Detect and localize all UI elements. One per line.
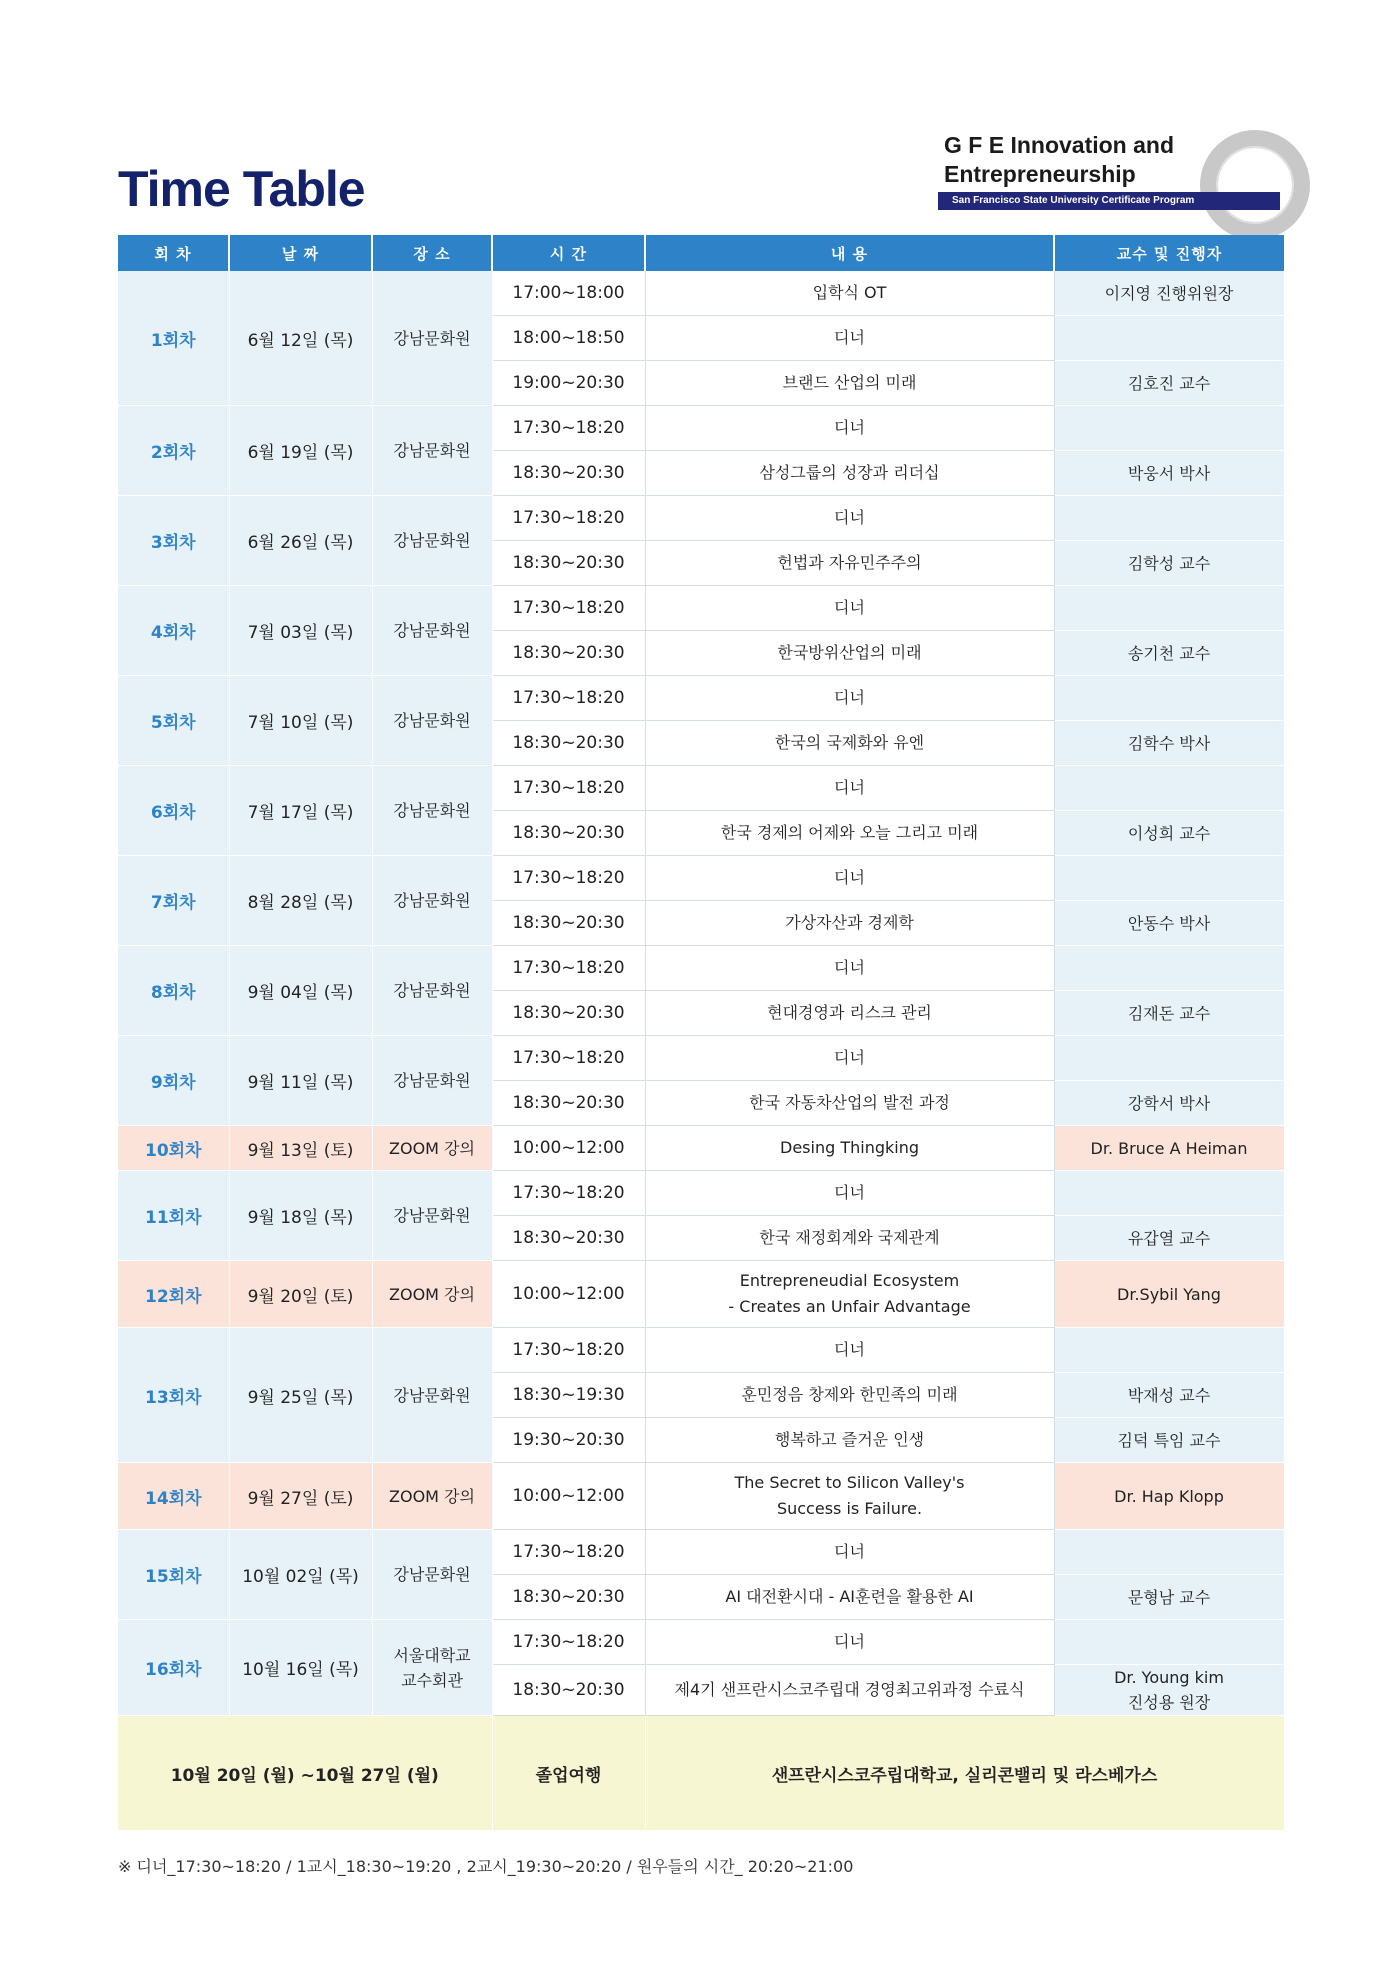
content-line: 한국의 국제화와 유엔 [774, 733, 925, 752]
session-content [645, 541, 1054, 586]
session-content [645, 901, 1054, 946]
place-line: ZOOM 강의 [389, 1138, 475, 1158]
session-time: 18:30~20:30 [492, 1575, 645, 1620]
session-place [372, 676, 492, 766]
session-content [645, 1620, 1054, 1665]
table-row [118, 1530, 1284, 1575]
session-place [372, 1530, 492, 1620]
session-time: 18:30~20:30 [492, 1081, 645, 1126]
header-place: 장 소 [372, 235, 492, 271]
professor-line: 이성희 교수 [1127, 823, 1211, 843]
content-line: 디너 [834, 1542, 865, 1561]
session-professor [1054, 901, 1284, 946]
session-time: 18:00~18:50 [492, 316, 645, 361]
session-professor [1054, 586, 1284, 631]
graduation-label: 졸업여행 [492, 1716, 645, 1831]
content-line: 디너 [834, 868, 865, 887]
brand-title-line2: Entrepreneurship [944, 161, 1136, 187]
session-place [372, 856, 492, 946]
session-place [372, 1261, 492, 1328]
professor-line: 김재돈 교수 [1127, 1003, 1211, 1023]
professor-line: 유갑열 교수 [1127, 1228, 1211, 1248]
table-row [118, 1126, 1284, 1171]
header-time: 시 간 [492, 235, 645, 271]
session-date: 9월 18일 (목) [229, 1171, 372, 1261]
session-date: 9월 20일 (토) [229, 1261, 372, 1328]
professor-line: 송기천 교수 [1127, 643, 1211, 663]
session-professor [1054, 361, 1284, 406]
session-professor [1054, 1418, 1284, 1463]
session-content [645, 1261, 1054, 1328]
session-time: 17:30~18:20 [492, 766, 645, 811]
session-content [645, 1126, 1054, 1171]
session-number: 15회차 [118, 1530, 229, 1620]
session-date: 7월 10일 (목) [229, 676, 372, 766]
session-time: 10:00~12:00 [492, 1261, 645, 1328]
content-line: 한국방위산업의 미래 [777, 643, 922, 662]
table-row [118, 676, 1284, 721]
place-line: 교수회관 [401, 1670, 463, 1690]
professor-line: 김호진 교수 [1127, 373, 1211, 393]
place-line: 강남문화원 [393, 328, 471, 348]
session-date: 9월 04일 (목) [229, 946, 372, 1036]
session-professor [1054, 766, 1284, 811]
content-line: The Secret to Silicon Valley's [734, 1473, 965, 1492]
session-content [645, 1530, 1054, 1575]
session-professor [1054, 946, 1284, 991]
session-date: 6월 12일 (목) [229, 271, 372, 406]
content-line: - Creates an Unfair Advantage [728, 1297, 971, 1316]
session-professor [1054, 1530, 1284, 1575]
session-time: 10:00~12:00 [492, 1463, 645, 1530]
session-content [645, 1463, 1054, 1530]
session-place [372, 1036, 492, 1126]
session-professor [1054, 856, 1284, 901]
session-time: 18:30~20:30 [492, 1216, 645, 1261]
session-time: 17:30~18:20 [492, 496, 645, 541]
session-time: 18:30~20:30 [492, 541, 645, 586]
content-line: Desing Thingking [780, 1138, 919, 1157]
session-number: 1회차 [118, 271, 229, 406]
professor-line: Dr.Sybil Yang [1117, 1284, 1221, 1304]
place-line: 강남문화원 [393, 801, 471, 820]
content-line: 디너 [834, 418, 865, 437]
footnote: ※ 디너_17:30~18:20 / 1교시_18:30~19:20 , 2교시_19:30~20:20 / 원우들의 시간_ 20:20~21:00 [118, 1857, 854, 1876]
session-content [645, 721, 1054, 766]
session-professor [1054, 676, 1284, 721]
content-line: AI 대전환시대 - AI훈련을 활용한 AI [725, 1587, 974, 1606]
table-row [118, 586, 1284, 631]
session-professor [1054, 1575, 1284, 1620]
session-content [645, 856, 1054, 901]
content-line: 디너 [834, 598, 865, 617]
professor-line: 김학성 교수 [1127, 553, 1211, 573]
table-row [118, 946, 1284, 991]
session-professor [1054, 406, 1284, 451]
session-date: 9월 13일 (토) [229, 1126, 372, 1171]
table-row [118, 1171, 1284, 1216]
session-time: 18:30~20:30 [492, 451, 645, 496]
session-time: 17:30~18:20 [492, 946, 645, 991]
session-place [372, 1328, 492, 1463]
session-date: 10월 02일 (목) [229, 1530, 372, 1620]
place-line: 강남문화원 [393, 981, 471, 1000]
session-time: 19:30~20:30 [492, 1418, 645, 1463]
session-content [645, 946, 1054, 991]
session-content [645, 631, 1054, 676]
session-number: 2회차 [118, 406, 229, 496]
session-professor [1054, 1665, 1284, 1716]
content-line: 디너 [834, 958, 865, 977]
graduation-date: 10월 20일 (월) ~10월 27일 (월) [118, 1716, 492, 1831]
professor-line: 김학수 박사 [1127, 733, 1211, 753]
session-number: 10회차 [118, 1126, 229, 1171]
session-content [645, 1373, 1054, 1418]
session-number: 8회차 [118, 946, 229, 1036]
content-line: 입학식 OT [812, 283, 887, 302]
table-row [118, 1463, 1284, 1530]
table-row [118, 856, 1284, 901]
brand-subtitle: San Francisco State University Certificate Program [938, 192, 1280, 210]
place-line: ZOOM 강의 [389, 1486, 475, 1506]
session-content [645, 271, 1054, 316]
content-line: 삼성그룹의 성장과 리더십 [759, 463, 940, 482]
session-time: 18:30~20:30 [492, 901, 645, 946]
professor-line: 안동수 박사 [1127, 913, 1211, 933]
table-row [118, 496, 1284, 541]
session-time: 18:30~20:30 [492, 631, 645, 676]
session-date: 7월 03일 (목) [229, 586, 372, 676]
session-number: 14회차 [118, 1463, 229, 1530]
session-number: 6회차 [118, 766, 229, 856]
session-time: 17:30~18:20 [492, 406, 645, 451]
session-time: 10:00~12:00 [492, 1126, 645, 1171]
session-professor [1054, 1328, 1284, 1373]
content-line: 디너 [834, 778, 865, 797]
session-professor [1054, 721, 1284, 766]
session-time: 17:30~18:20 [492, 1620, 645, 1665]
session-time: 18:30~20:30 [492, 991, 645, 1036]
professor-line: 강학서 박사 [1127, 1093, 1211, 1113]
table-row [118, 1620, 1284, 1665]
content-line: 헌법과 자유민주주의 [777, 553, 922, 572]
professor-line: Dr. Young kim [1114, 1668, 1224, 1687]
content-line: Entrepreneudial Ecosystem [739, 1271, 960, 1290]
professor-line: Dr. Hap Klopp [1114, 1486, 1224, 1506]
session-professor [1054, 316, 1284, 361]
session-time: 17:30~18:20 [492, 1530, 645, 1575]
session-number: 9회차 [118, 1036, 229, 1126]
session-content [645, 991, 1054, 1036]
place-line: 강남문화원 [393, 1071, 471, 1090]
professor-line: 진성용 원장 [1127, 1693, 1211, 1712]
content-line: 디너 [834, 688, 865, 707]
session-professor [1054, 1463, 1284, 1530]
session-professor [1054, 991, 1284, 1036]
session-number: 13회차 [118, 1328, 229, 1463]
professor-line: 이지영 진행위원장 [1104, 283, 1234, 303]
professor-line: 박웅서 박사 [1127, 463, 1211, 483]
session-content [645, 586, 1054, 631]
session-content [645, 496, 1054, 541]
session-place [372, 586, 492, 676]
content-line: 가상자산과 경제학 [785, 913, 914, 932]
session-place [372, 496, 492, 586]
professor-line: 문형남 교수 [1127, 1587, 1211, 1607]
ring-inner-icon [1216, 146, 1294, 224]
session-content [645, 1328, 1054, 1373]
session-time: 17:30~18:20 [492, 1328, 645, 1373]
session-content [645, 1171, 1054, 1216]
session-content [645, 1081, 1054, 1126]
session-place [372, 946, 492, 1036]
table-row [118, 1036, 1284, 1081]
timetable [118, 235, 1285, 1830]
session-content [645, 811, 1054, 856]
session-content [645, 766, 1054, 811]
session-professor [1054, 631, 1284, 676]
session-time: 17:30~18:20 [492, 1171, 645, 1216]
session-professor [1054, 451, 1284, 496]
session-number: 16회차 [118, 1620, 229, 1716]
session-time: 18:30~19:30 [492, 1373, 645, 1418]
session-content [645, 1575, 1054, 1620]
session-date: 7월 17일 (목) [229, 766, 372, 856]
content-line: Success is Failure. [776, 1499, 923, 1518]
professor-line: 김덕 특임 교수 [1117, 1430, 1221, 1450]
session-date: 9월 11일 (목) [229, 1036, 372, 1126]
professor-line: Dr. Bruce A Heiman [1090, 1138, 1248, 1158]
session-professor [1054, 1216, 1284, 1261]
session-place [372, 766, 492, 856]
content-line: 훈민정음 창제와 한민족의 미래 [741, 1385, 958, 1404]
session-content [645, 676, 1054, 721]
content-line: 디너 [834, 328, 865, 347]
session-time: 17:30~18:20 [492, 1036, 645, 1081]
session-professor [1054, 271, 1284, 316]
session-time: 17:30~18:20 [492, 856, 645, 901]
session-content [645, 451, 1054, 496]
session-professor [1054, 541, 1284, 586]
session-professor [1054, 1126, 1284, 1171]
session-professor [1054, 811, 1284, 856]
session-time: 17:00~18:00 [492, 271, 645, 316]
content-line: 한국 재정회계와 국제관계 [759, 1228, 940, 1247]
place-line: 서울대학교 [393, 1645, 471, 1665]
session-place [372, 1463, 492, 1530]
session-professor [1054, 1081, 1284, 1126]
graduation-row [118, 1716, 1284, 1831]
session-place [372, 1126, 492, 1171]
session-number: 7회차 [118, 856, 229, 946]
session-professor [1054, 1620, 1284, 1665]
session-content [645, 316, 1054, 361]
content-line: 제4기 샌프란시스코주립대 경영최고위과정 수료식 [674, 1680, 1025, 1699]
session-number: 12회차 [118, 1261, 229, 1328]
header-professor: 교수 및 진행자 [1054, 235, 1284, 271]
session-time: 17:30~18:20 [492, 676, 645, 721]
session-content [645, 1216, 1054, 1261]
session-date: 9월 25일 (목) [229, 1328, 372, 1463]
brand-title-line1: G F E Innovation and [944, 132, 1174, 158]
session-number: 4회차 [118, 586, 229, 676]
session-professor [1054, 496, 1284, 541]
content-line: 디너 [834, 1632, 865, 1651]
session-number: 3회차 [118, 496, 229, 586]
session-date: 6월 19일 (목) [229, 406, 372, 496]
session-time: 18:30~20:30 [492, 1665, 645, 1716]
content-line: 디너 [834, 1048, 865, 1067]
content-line: 디너 [834, 1183, 865, 1202]
session-content [645, 1418, 1054, 1463]
content-line: 디너 [834, 1340, 865, 1359]
place-line: 강남문화원 [393, 891, 471, 910]
place-line: 강남문화원 [393, 1206, 471, 1225]
content-line: 행복하고 즐거운 인생 [774, 1430, 925, 1449]
session-place [372, 271, 492, 406]
content-line: 브랜드 산업의 미래 [782, 373, 917, 392]
session-date: 6월 26일 (목) [229, 496, 372, 586]
session-place [372, 1171, 492, 1261]
content-line: 한국 경제의 어제와 오늘 그리고 미래 [720, 823, 979, 842]
session-content [645, 1036, 1054, 1081]
session-date: 10월 16일 (목) [229, 1620, 372, 1716]
graduation-content: 샌프란시스코주립대학교, 실리콘밸리 및 라스베가스 [645, 1716, 1284, 1831]
header-row [118, 235, 1284, 271]
professor-line: 박재성 교수 [1127, 1385, 1211, 1405]
session-professor [1054, 1373, 1284, 1418]
session-content [645, 361, 1054, 406]
table-row [118, 766, 1284, 811]
session-professor [1054, 1171, 1284, 1216]
session-content [645, 1665, 1054, 1716]
place-line: 강남문화원 [393, 621, 471, 640]
session-time: 19:00~20:30 [492, 361, 645, 406]
content-line: 디너 [834, 508, 865, 527]
table-row [118, 406, 1284, 451]
place-line: 강남문화원 [393, 711, 471, 730]
place-line: 강남문화원 [393, 441, 471, 460]
place-line: 강남문화원 [393, 531, 471, 550]
session-time: 17:30~18:20 [492, 586, 645, 631]
session-time: 18:30~20:30 [492, 721, 645, 766]
session-date: 8월 28일 (목) [229, 856, 372, 946]
session-number: 11회차 [118, 1171, 229, 1261]
content-line: 한국 자동차산업의 발전 과정 [749, 1093, 950, 1112]
session-professor [1054, 1036, 1284, 1081]
place-line: ZOOM 강의 [389, 1284, 475, 1304]
session-date: 9월 27일 (토) [229, 1463, 372, 1530]
page-title: Time Table [118, 161, 365, 217]
header-session: 회 차 [118, 235, 229, 271]
table-row [118, 1328, 1284, 1373]
header-date: 날 짜 [229, 235, 372, 271]
session-number: 5회차 [118, 676, 229, 766]
header-content: 내 용 [645, 235, 1054, 271]
timetable-body [118, 271, 1284, 1830]
session-place [372, 406, 492, 496]
place-line: 강남문화원 [393, 1385, 471, 1405]
session-professor [1054, 1261, 1284, 1328]
content-line: 현대경영과 리스크 관리 [767, 1003, 932, 1022]
place-line: 강남문화원 [393, 1565, 471, 1584]
table-row [118, 271, 1284, 316]
session-content [645, 406, 1054, 451]
session-place [372, 1620, 492, 1716]
table-row [118, 1261, 1284, 1328]
session-time: 18:30~20:30 [492, 811, 645, 856]
